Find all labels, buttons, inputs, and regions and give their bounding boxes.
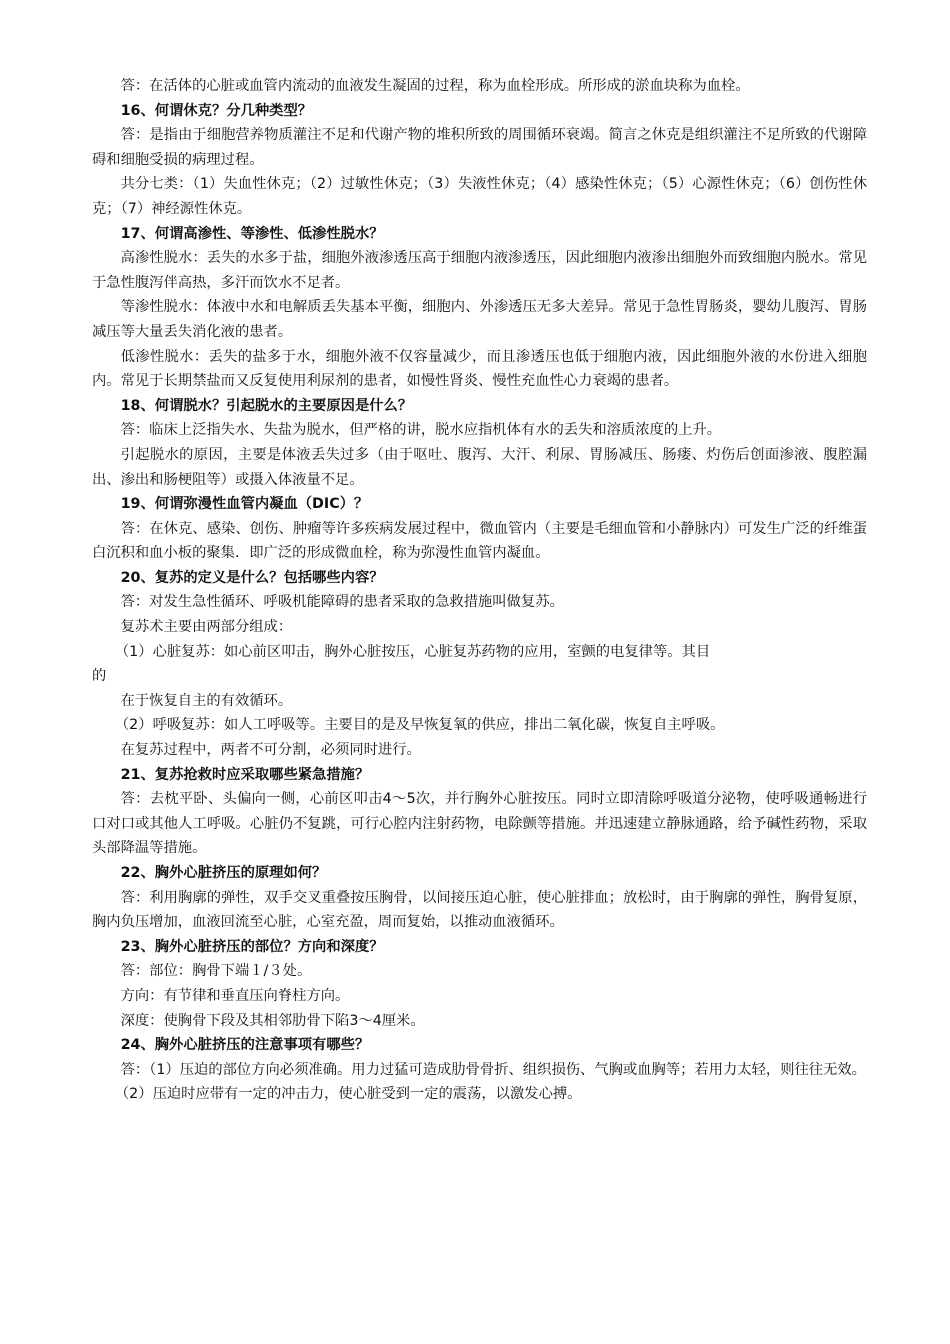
answer-paragraph: 答：（1）压迫的部位方向必须准确。用力过猛可造成肋骨骨折、组织损伤、气胸或血胸等；若用力太轻，则往往无效。 xyxy=(120,1061,866,1078)
answer-paragraph: 的 xyxy=(92,668,107,685)
question-heading: 16、何谓休克？分几种类型？ xyxy=(120,102,313,119)
question-heading: 19、何谓弥漫性血管内凝血（DIC）？ xyxy=(120,496,369,513)
question-heading: 24、胸外心脏挤压的注意事项有哪些？ xyxy=(120,1037,370,1054)
answer-paragraph: 在复苏过程中，两者不可分割，必须同时进行。 xyxy=(120,742,421,759)
answer-paragraph: 引起脱水的原因，主要是体液丢失过多（由于呕吐、腹泻、大汗、利尿、胃肠减压、肠瘘、灼伤后创面渗液、腹腔漏出、渗出和肠梗阻等）或摄入体液量不足。 xyxy=(92,446,867,488)
answer-paragraph: 方向：有节律和垂直压向脊柱方向。 xyxy=(120,987,350,1004)
question-heading: 20、复苏的定义是什么？包括哪些内容？ xyxy=(120,569,384,586)
answer-paragraph: 答：是指由于细胞营养物质灌注不足和代谢产物的堆积所致的周围循环衰竭。简言之休克是组织灌注不足所致的代谢障碍和细胞受损的病理过程。 xyxy=(92,127,867,168)
answer-paragraph: （2）压迫时应带有一定的冲击力，使心脏受到一定的震荡，以激发心搏。 xyxy=(114,1086,582,1103)
answer-paragraph: 在于恢复自主的有效循环。 xyxy=(120,692,293,709)
answer-paragraph: （1）心脏复苏：如心前区叩击，胸外心脏按压，心脏复苏药物的应用，室颤的电复律等。其目 xyxy=(114,643,711,660)
question-heading: 22、胸外心脏挤压的原理如何？ xyxy=(120,865,327,881)
document-page xyxy=(92,74,867,1107)
question-heading: 23、胸外心脏挤压的部位？方向和深度？ xyxy=(120,938,384,955)
answer-paragraph: 深度：使胸骨下段及其相邻肋骨下陷3～4厘米。 xyxy=(120,1012,425,1029)
answer-paragraph: 共分七类：（1）失血性休克；（2）过敏性休克；（3）失液性休克；（4）感染性休克；（5）心源性休克；（6）创伤性休克；（7）神经源性休克。 xyxy=(92,176,867,217)
answer-paragraph: 答：去枕平卧、头偏向一侧，心前区叩击4～5次，并行胸外心脏按压。同时立即清除呼吸道分泌物，使呼吸通畅进行口对口或其他人工呼吸。心脏仍不复跳，可行心腔内注射药物，电除颤等措施。并迅速建立静脉通路，给予碱性药物，采取头部降温等措施。 xyxy=(92,791,867,857)
question-heading: 21、复苏抢救时应采取哪些紧急措施？ xyxy=(120,766,370,783)
answer-paragraph: 答：临床上泛指失水、失盐为脱水，但严格的讲，脱水应指机体有水的丢失和溶质浓度的上升。 xyxy=(120,422,722,439)
question-heading: 17、何谓高渗性、等渗性、低渗性脱水？ xyxy=(120,225,384,242)
answer-paragraph: 答：在休克、感染、创伤、肿瘤等许多疾病发展过程中，微血管内（主要是毛细血管和小静脉内）可发生广泛的纤维蛋白沉积和血小板的聚集．即广泛的形成微血栓，称为弥漫性血管内凝血。 xyxy=(92,520,867,562)
answer-paragraph: 答：利用胸廓的弹性，双手交叉重叠按压胸骨，以间接压迫心脏，使心脏排血；放松时，由于胸廓的弹性，胸骨复原，胸内负压增加，血液回流至心脏，心室充盈，周而复始，以推动血液循环。 xyxy=(92,889,867,931)
answer-paragraph: 答：部位：胸骨下端１/３处。 xyxy=(120,963,312,980)
answer-paragraph: （2）呼吸复苏：如人工呼吸等。主要目的是及早恢复氧的供应，排出二氧化碳，恢复自主呼吸。 xyxy=(114,717,725,734)
answer-paragraph: 答：在活体的心脏或血管内流动的血液发生凝固的过程，称为血栓形成。所形成的淤血块称为血栓。 xyxy=(120,78,750,94)
answer-paragraph: 答：对发生急性循环、呼吸机能障碍的患者采取的急救措施叫做复苏。 xyxy=(120,594,564,611)
answer-paragraph: 复苏术主要由两部分组成： xyxy=(120,619,293,636)
answer-paragraph: 低渗性脱水：丢失的盐多于水，细胞外液不仅容量减少，而且渗透压也低于细胞内液，因此细胞外液的水份进入细胞内。常见于长期禁盐而又反复使用利尿剂的患者，如慢性肾炎、慢性充血性心力衰竭的患者。 xyxy=(92,348,867,390)
question-heading: 18、何谓脱水？引起脱水的主要原因是什么？ xyxy=(120,397,413,414)
answer-paragraph: 等渗性脱水：体液中水和电解质丢失基本平衡，细胞内、外渗透压无多大差异。常见于急性胃肠炎，婴幼儿腹泻、胃肠减压等大量丢失消化液的患者。 xyxy=(92,299,867,340)
answer-paragraph: 高渗性脱水：丢失的水多于盐，细胞外液渗透压高于细胞内液渗透压，因此细胞内液渗出细胞外而致细胞内脱水。常见于急性腹泻伴高热，多汗而饮水不足者。 xyxy=(92,250,867,291)
